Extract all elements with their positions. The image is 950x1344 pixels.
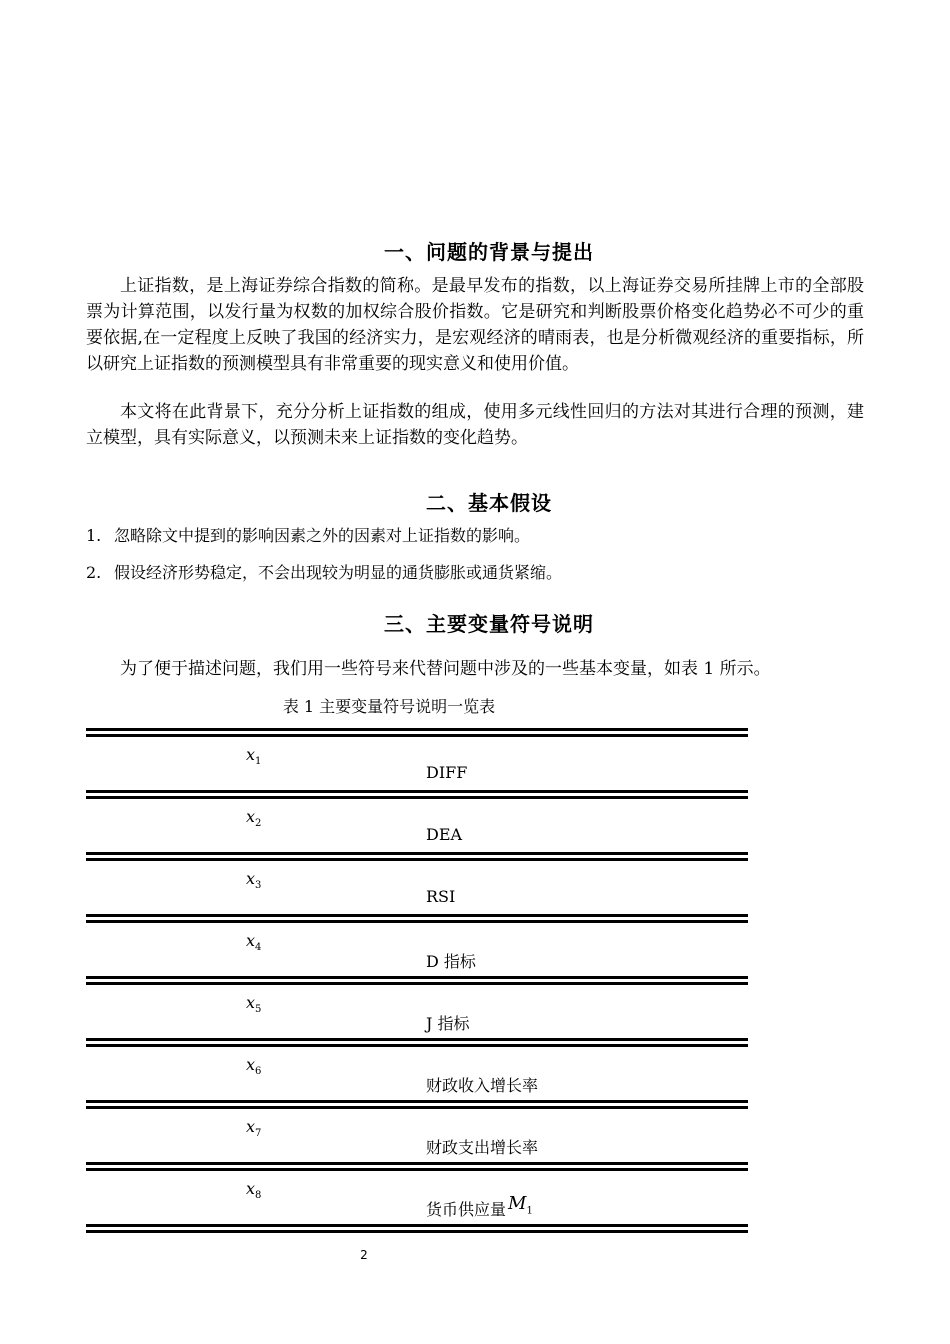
symbol-letter: x [246, 869, 256, 888]
symbol-letter: M [508, 1193, 527, 1214]
table-row [86, 799, 748, 852]
variable-symbol [246, 745, 261, 767]
table-row [86, 1109, 748, 1162]
symbol-letter: x [246, 745, 256, 764]
section-1-title: 一、问题的背景与提出 [384, 240, 594, 264]
variable-description [426, 825, 462, 844]
symbol-letter: x [246, 807, 256, 826]
variable-symbol [246, 1179, 261, 1201]
description-text: 财政支出增长率 [426, 1138, 539, 1157]
table-caption-text: 表 1 主要变量符号说明一览表 [282, 697, 496, 716]
assumption-text: 忽略除文中提到的影响因素之外的因素对上证指数的影响。 [114, 526, 531, 545]
variable-symbol [246, 869, 261, 891]
assumption-1 [86, 525, 864, 547]
variable-description [426, 949, 476, 972]
description-text: RSI [426, 887, 456, 906]
variable-symbol [246, 931, 261, 953]
variable-description [426, 1073, 538, 1096]
variable-table [86, 728, 748, 1233]
description-text: J 指标 [426, 1014, 470, 1033]
symbol-subscript: 5 [255, 1004, 262, 1016]
symbol-letter: x [246, 993, 256, 1012]
page-number: 2 [360, 1248, 368, 1262]
money-supply-symbol [508, 1193, 533, 1217]
variable-description [426, 1135, 538, 1158]
assumption-number: 1. [86, 526, 102, 545]
symbol-subscript: 8 [255, 1190, 262, 1202]
variable-symbol [246, 1055, 261, 1077]
table-row [86, 1047, 748, 1100]
description-text: DEA [426, 825, 463, 844]
symbol-subscript: 2 [255, 818, 262, 830]
section-2-title: 二、基本假设 [426, 491, 552, 515]
variable-description [426, 887, 455, 906]
description-text: 货币供应量 [426, 1200, 507, 1219]
symbol-subscript: 3 [255, 880, 262, 892]
description-text: DIFF [426, 763, 468, 782]
assumption-text: 假设经济形势稳定，不会出现较为明显的通货膨胀或通货紧缩。 [114, 563, 563, 582]
table-row [86, 737, 748, 790]
description-text: D 指标 [426, 952, 476, 971]
section-3-title: 三、主要变量符号说明 [384, 612, 594, 636]
section-1-paragraph-1: 上证指数，是上海证券综合指数的简称。是最早发布的指数，以上海证券交易所挂牌上市的全部股票为计算范围，以发行量为权数的加权综合股价指数。它是研究和判断股票价格变化趋势必不可少的重要依据,在一定程度上反映了我国的经济实力，是宏观经济的晴雨表，也是分析微观经济的重要指标，所以研究上证指数的预测模型具有非常重要的现实意义和使用价值。 [86, 276, 864, 374]
variable-description [426, 1193, 533, 1223]
symbol-subscript: 6 [255, 1066, 262, 1078]
symbol-subscript: 1 [255, 756, 262, 768]
symbol-subscript: 1 [526, 1205, 533, 1217]
assumption-2 [86, 562, 864, 584]
description-text: 财政收入增长率 [426, 1076, 539, 1095]
table-row [86, 1171, 748, 1224]
table-caption [86, 696, 864, 718]
section-3-intro: 为了便于描述问题，我们用一些符号来代替问题中涉及的一些基本变量，如表 1 所示。 [120, 659, 771, 679]
symbol-letter: x [246, 931, 256, 950]
table-row [86, 985, 748, 1038]
table-row [86, 923, 748, 976]
variable-symbol [246, 1117, 261, 1139]
symbol-letter: x [246, 1179, 256, 1198]
section-1-paragraph-2: 本文将在此背景下，充分分析上证指数的组成，使用多元线性回归的方法对其进行合理的预测，建立模型，具有实际意义，以预测未来上证指数的变化趋势。 [86, 402, 864, 448]
symbol-subscript: 7 [255, 1128, 262, 1140]
symbol-subscript: 4 [255, 942, 262, 954]
table-row [86, 861, 748, 914]
symbol-letter: x [246, 1055, 256, 1074]
variable-symbol [246, 807, 261, 829]
assumption-number: 2. [86, 563, 102, 582]
variable-description [426, 763, 467, 782]
table-rule [86, 1230, 748, 1233]
variable-symbol [246, 993, 261, 1015]
variable-description [426, 1011, 470, 1034]
symbol-letter: x [246, 1117, 256, 1136]
